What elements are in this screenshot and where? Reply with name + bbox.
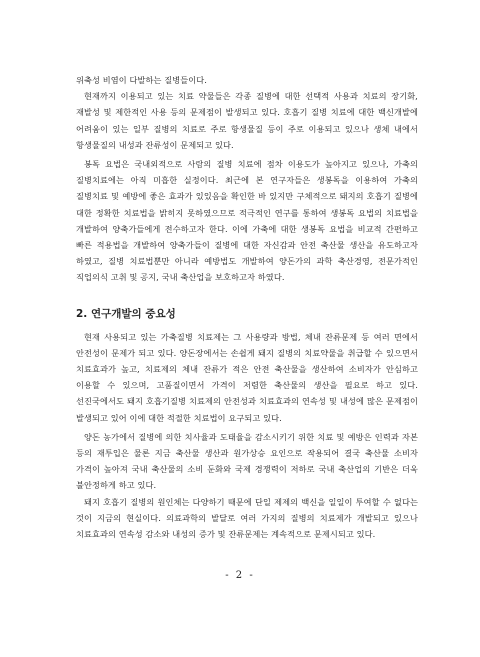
paragraph: 돼지 호흡기 질병의 원인체는 다양하기 때문에 단일 제제의 백신을 일일이 투여할 수 없다는 것이 지금의 현실이다. 의료과학의 발달로 여러 가지의 질병의 치료제가 개발되고 있으나 치료효과의 연속성 감소와 내성의 증가 및 잔류문제는 계속적으로 문제시되고 있다.: [76, 496, 418, 540]
page-number: - 2 -: [225, 570, 255, 581]
paragraph: 현재까지 이용되고 있는 치료 약물들은 각종 질병에 대한 선택적 사용과 치료의 장기화, 재발성 및 제한적인 사용 등의 문제점이 발생되고 있다. 호흡기 질병 치료에 대한 백신개발에 어려움이 있는 일부 질병의 치료로 주로 항생물질 등이 주로 이용되고 있으나 생체 내에서 항생물질의 내성과 잔류성이 문제되고 있다.: [76, 91, 418, 150]
section-heading: 2. 연구개발의 중요성: [76, 307, 176, 320]
paragraph: 양돈 농가에서 질병에 의한 치사율과 도태율을 감소시키기 위한 치료 및 예방은 인력과 자본 등의 재투입은 물론 지금 축산물 생산과 원가상승 요인으로 작용되어 결국 축산물 소비자 가격이 높아져 국내 축산물의 소비 둔화와 국제 경쟁력이 저하로 국내 축산업의 기반은 더욱 불안정하게 하고 있다.: [76, 431, 418, 491]
paragraph: 봉독 요법은 국내외적으로 사람의 질병 치료에 점차 이용도가 높아지고 있으나, 가축의 질병치료에는 아직 미흡한 실정이다. 최근에 본 연구자들은 생봉독을 이용하여 가축의 질병치료 및 예방에 좋은 효과가 있있음을 확인한 바 있지만 구체적으로 돼지의 호흡기 질병에 대한 정확한 치료법을 밝히지 못하였으므로 적극적인 연구를 통하여 생봉독 요법의 치료법을 개발하여 양축가들에게 전수하고자 한다. 이에 가축에 대한 생봉독 요법을 비교적 간편하고 빠른 적용법을 개발하여 양축가들이 질병에 대한 자신감과 안전 축산물 생산을 유도하고자 하였고, 질병 치료법뿐만 아니라 예방법도 개발하여 양돈가의 과학 축산경영, 전문가적인 직업의식 고취 및 공지, 국내 축산업을 보호하고자 하였다.: [76, 159, 418, 283]
paragraph: 위축성 비염이 다발하는 질병들이다.: [76, 75, 207, 85]
paragraph: 현재 사용되고 있는 가축질병 치료제는 그 사용량과 방법, 체내 잔류문제 등 여러 면에서 안전성이 문제가 되고 있다. 양돈장에서는 손쉽게 돼지 질병의 치료약물을 취급할 수 있으면서 치료효과가 높고, 치료제의 체내 잔류가 적은 안전 축산물을 생산하여 소비자가 안심하고 이용할 수 있으며, 고품질이면서 가격이 저렴한 축산물의 생산을 필요로 하고 있다. 선진국에서도 돼지 호흡기질병 치료제의 안전성과 치료효과의 연속성 및 내성에 많은 문제점이 발생되고 있어 이에 대한 적절한 치료법이 요구되고 있다.: [76, 331, 418, 423]
